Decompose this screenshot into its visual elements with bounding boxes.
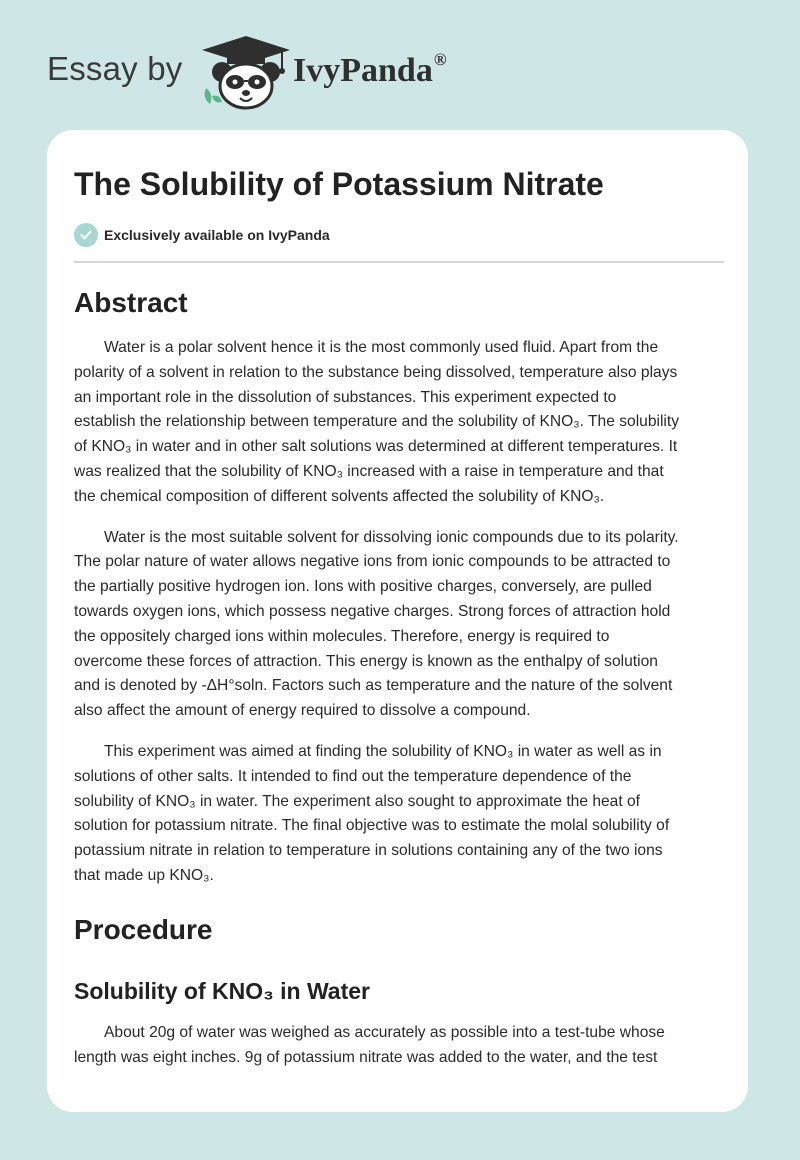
text-line: solutions of other salts. It intended to find out the temperature dependence of the bbox=[74, 767, 632, 785]
title-divider bbox=[74, 261, 724, 263]
registered-mark: ® bbox=[433, 50, 447, 69]
procedure-heading: Procedure bbox=[74, 913, 213, 945]
site-header bbox=[0, 0, 800, 120]
text-line: About 20g of water was weighed as accurately as possible into a test-tube whose bbox=[104, 1023, 665, 1041]
page-title: The Solubility of Potassium Nitrate bbox=[74, 166, 604, 202]
text-line: Water is a polar solvent hence it is the most commonly used fluid. Apart from the bbox=[104, 339, 659, 356]
text-line: of KNO₃ in water and in other salt solutions was determined at different temperatures. It bbox=[74, 438, 678, 456]
text-line: the chemical composition of different solvents affected the solubility of KNO₃. bbox=[74, 487, 605, 505]
text-line: The polar nature of water allows negative ions from ionic compounds to be attracted to bbox=[74, 553, 671, 571]
exclusive-badge bbox=[74, 222, 330, 248]
solubility-subheading: Solubility of KNO₃ in Water bbox=[74, 977, 371, 1004]
text-line: also affect the amount of energy required to dissolve a compound. bbox=[74, 702, 531, 720]
abstract-paragraph-1 bbox=[74, 336, 724, 510]
check-badge-icon bbox=[74, 223, 98, 247]
text-line: overcome these forces of attraction. This energy is known as the enthalpy of solution bbox=[74, 652, 658, 670]
abstract-heading: Abstract bbox=[74, 287, 188, 318]
article-body bbox=[74, 280, 724, 1070]
brand-name[interactable] bbox=[293, 52, 447, 90]
text-line: length was eight inches. 9g of potassium nitrate was added to the water, and the test bbox=[74, 1048, 658, 1066]
text-line: establish the relationship between temperature and the solubility of KNO₃. The solubility bbox=[74, 413, 680, 431]
text-line: solution for potassium nitrate. The final objective was to estimate the molal solubility of bbox=[74, 817, 670, 835]
procedure-paragraph-1 bbox=[74, 1021, 724, 1071]
text-line: potassium nitrate in relation to temperature in solutions containing any of the two ions bbox=[74, 842, 663, 860]
text-line: solubility of KNO₃ in water. The experiment also sought to approximate the heat of bbox=[74, 792, 641, 810]
abstract-paragraph-3 bbox=[74, 740, 724, 889]
exclusive-badge-label: Exclusively available on IvyPanda bbox=[104, 227, 330, 243]
text-line: an important role in the dissolution of substances. This experiment expected to bbox=[74, 388, 617, 406]
text-line: Water is the most suitable solvent for dissolving ionic compounds due to its polarity. bbox=[104, 528, 679, 546]
text-line: that made up KNO₃. bbox=[74, 866, 214, 884]
text-line: the partially positive hydrogen ion. Ions with positive charges, conversely, are pulled bbox=[74, 578, 652, 596]
abstract-paragraph-2 bbox=[74, 526, 724, 724]
text-line: the oppositely charged ions within molecules. Therefore, energy is required to bbox=[74, 627, 610, 645]
text-line: and is denoted by -ΔH°soln. Factors such as temperature and the nature of the solvent bbox=[74, 677, 673, 695]
text-line: This experiment was aimed at finding the solubility of KNO₃ in water as well as in bbox=[104, 742, 662, 760]
panda-graduate-logo-icon[interactable] bbox=[200, 36, 292, 110]
brand-name-text: IvyPanda bbox=[293, 52, 433, 89]
text-line: polarity of a solvent in relation to the substance being dissolved, temperature also plays bbox=[74, 363, 678, 381]
essay-card bbox=[47, 130, 748, 1112]
text-line: towards oxygen ions, which possess negative charges. Strong forces of attraction hold bbox=[74, 602, 671, 620]
text-line: was realized that the solubility of KNO₃ increased with a raise in temperature and that bbox=[74, 462, 664, 480]
essay-by-label: Essay by bbox=[47, 50, 183, 87]
